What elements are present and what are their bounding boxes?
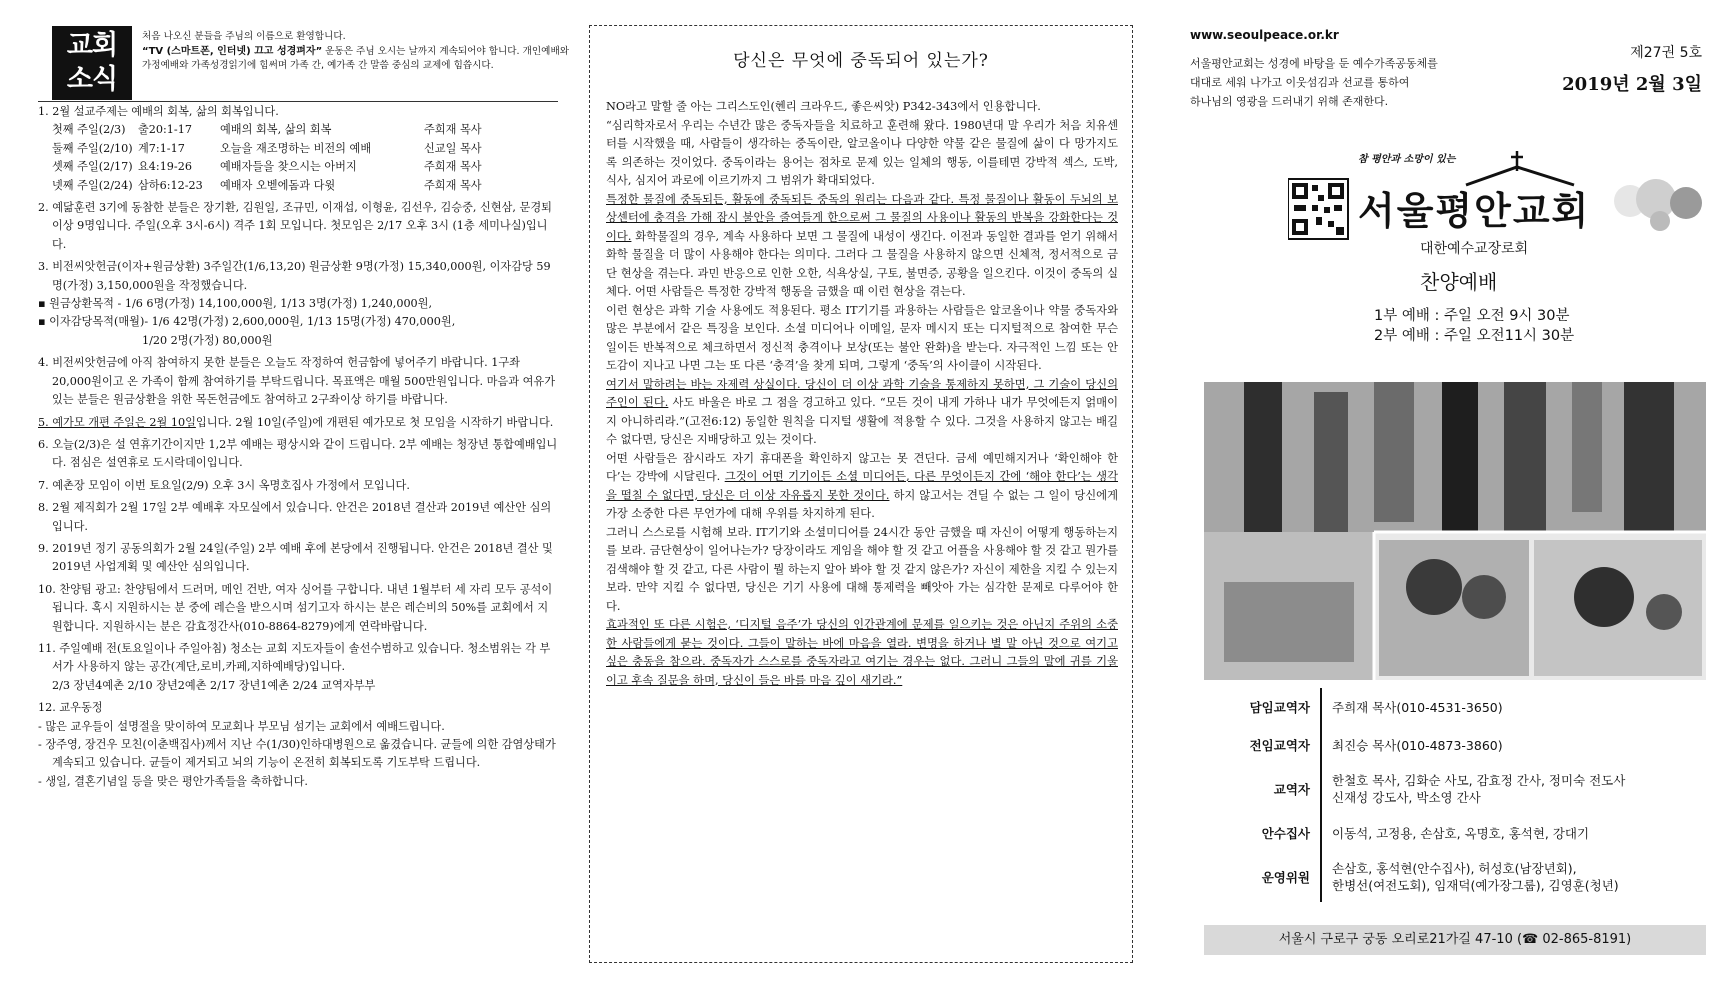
notice-3: 3. 비전씨앗헌금(이자+원금상환) 3주일간(1/6,13,20) 원금상환 9명(가정) 15,340,000원, 이자감당 59명(가정) 3,150,000원을 작정했습니다. ▪ 원금상환목적 - 1/6 6명(가정) 14,100,000원, 1/13 3명(가정) 1,240,000원, ▪ 이자감당목적(매월)- 1/6 42명(가정) 2,600,000원, 1/13 15명(가정) 470,000원, 1/20 2명(가정) 80,000원 bbox=[38, 260, 551, 347]
service-times: 1부 예배 : 주일 오전 9시 30분 2부 예배 : 주일 오전11시 30분 bbox=[1374, 308, 1575, 344]
photo-collage-image bbox=[1204, 382, 1706, 680]
church-address: 서울시 구로구 궁동 오리로21가길 47-10 (☎ 02-865-8191) bbox=[1204, 925, 1706, 955]
notice-11: 11. 주일예배 전(토요일이나 주일아침) 청소는 교회 지도자들이 솔선수범하고 있습니다. 청소범위는 각 부서가 사용하지 않는 공간(계단,로비,카페,지하예배당)입니다. 2/3 장년4예촌 2/10 장년2예촌 2/17 장년1예촌 2/24 교역자부부 bbox=[38, 641, 551, 692]
denomination: 대한예수교장로회 bbox=[1420, 241, 1529, 257]
issue-number: 제27권 5호 bbox=[1630, 45, 1702, 61]
service-title: 찬양예배 bbox=[1420, 270, 1498, 294]
sermon-schedule: 첫째 주일(2/3) 출20:1-17 예배의 회복, 삶의 회복 주희재 목사 둘째 주일(2/10) 계7:1-17 오늘을 재조명하는 비전의 예배 신교일 목사 셋째 주일(2/17) 요4:19-26 예배자들을 찾으시는 아버지 주희재 목사 넷째 주일(2/24) 삼하6:12-23 예배자 오벧에돔과 다윗 주희재 목사 bbox=[52, 123, 482, 192]
staff-directory bbox=[1204, 688, 1706, 902]
notice-9: 9. 2019년 정기 공동의회가 2월 24일(주일) 2부 예배 후에 본당에서 진행됩니다. 안건은 2018년 결산 및 2019년 사업계획 및 예산안 심의입니다. bbox=[38, 541, 553, 574]
notice-5: 5. 예가모 개편 주일은 2월 10일입니다. 2월 10일(주일)에 개편된 예가모로 첫 모임을 시작하기 바랍니다. bbox=[38, 415, 554, 429]
website-link[interactable]: www.seoulpeace.or.kr bbox=[1190, 28, 1339, 42]
church-slogan: 참 평안과 소망이 있는 bbox=[1358, 154, 1456, 165]
notice-6: 6. 오늘(2/3)은 설 연휴기간이지만 1,2부 예배는 평상시와 같이 드립니다. 2부 예배는 청장년 통합예배입니다. 점심은 설연휴로 도시락데이입니다. bbox=[38, 437, 558, 470]
staff-row: 안수집사 이동석, 고정용, 손삼호, 옥명호, 홍석현, 강대기 bbox=[1204, 814, 1706, 852]
notice-7: 7. 예촌장 모임이 이번 토요일(2/9) 오후 3시 옥명호집사 가정에서 모입니다. bbox=[38, 478, 410, 492]
staff-row: 담임교역자 주희재 목사(010-4531-3650) bbox=[1204, 688, 1706, 726]
staff-row: 교역자 한철호 목사, 김화순 사모, 감효정 간사, 정미숙 전도사 신재성 강도사, 박소영 간사 bbox=[1204, 764, 1706, 814]
article-body: NO라고 말할 줄 아는 그리스도인(헨리 크라우드, 좋은씨앗) P342-343에서 인용합니다. “심리학자로서 우리는 수년간 많은 중독자들을 치료하고 훈련해 왔다. 1980년대 말 우리가 처음 치유센터를 시작했을 때, 사람들이 생각하는 중독이란, 알코올이나 다양한 약물 같은 물질에 삶이 다 망가지도록 의존하는 것이었다. 중독이라는 용어는 점차로 문제 있는 일체의 행동, 이를테면 강박적 섹스, 도박, 식사, 심지어 과로에 이르기까지 그 범위가 확대되었다. 특정한 물질에 중독되든, 활동에 중독되든 중독의 원리는 다음과 같다. 특정 물질이나 활동이 두뇌의 보상센터에 충격을 가해 잠시 불안을 줄여들게 한으로써 그 물질의 사용이나 활동의 반복을 강화한다는 것이다. 화학물질의 경우, 계속 사용하다 보면 그 물질에 내성이 생긴다. 이전과 동일한 결과를 얻기 위해서 화학 물질을 더 많이 사용해야 한다는 의미다. 그러다 그 물질을 사용하지 않으면 신체적, 정서적으로 금단 현상을 겪는다. 과민 반응으로 인한 오한, 식욕상실, 구토, 불면증, 공황을 일으킨다. 이것이 중독의 실체다. 어떤 사람들은 특정한 강박적 행동을 금했을 때 이런 현상을 겪는다. 이런 현상은 과학 기술 사용에도 적용된다. 평소 IT기기를 과용하는 사람들은 알코올이나 약물 중독자와 많은 부분에서 같은 특징을 보인다. 소셜 미디어나 이메일, 문자 메시지 또는 디지털적으로 참여한 무슨 일이든 반복적으로 체크하면서 정신적 충격이나 보상(또는 불안 완화)을 받는다. 자극적인 느낌 또는 안도감이 지나고 나면 그는 또 다른 ‘충격’을 찾게 되며, 그렇게 ‘중독’의 사이클이 시작된다. 여기서 말하려는 바는 자제력 상실이다. 당신이 더 이상 과학 기술을 통제하지 못하면, 그 기술이 당신의 주인이 된다. 사도 바울은 바로 그 점을 경고하고 있다. “모든 것이 내게 가하나 내가 무엇에든지 얽매이지 아니하리라.”(고전6:12) 동일한 원칙을 디지털 생활에 적용할 수 있다. 그것을 사용하지 않고는 배길 수 없다면, 당신은 지배당하고 있는 것이다. 어떤 사람들은 잠시라도 자기 휴대폰을 확인하지 않고는 못 견딘다. 금세 예민해지거나 ‘확인해야 한다’는 강박에 시달린다. 그것이 어떤 기기이든 소셜 미디어든, 다른 무엇이든지 간에 ‘해야 한다’는 생각을 떨칠 수 없다면, 당신은 더 이상 자유롭지 못한 것이다. 하지 않고서는 견딜 수 없는 그 일이 당신에게 가장 소중한 다른 무언가에 대해 우위를 차지하게 된다. 그러니 스스로를 시험해 보라. IT기기와 소셜미디어를 24시간 동안 금했을 때 자신이 어떻게 행동하는지를 보라. 금단현상이 일어나는가? 당장이라도 게임을 해야 할 것 같고 어플을 사용해야 할 것 같고 뭔가를 검색해야 할 것 같고, 다른 사람이 뭘 하는지 알아 봐야 할 것 같지 않은가? 자신이 제한을 지킬 수 있는지 보라. 만약 지킬 수 없다면, 당신은 기기 사용에 대해 통제력을 빼앗아 가는 심각한 문제로 다루어야 한다. 효과적인 또 다른 시험은, ‘디지털 음주’가 당신의 인간관계에 문제를 일으키는 것은 아닌지 주위의 소중한 사람들에게 묻는 것이다. 그들이 말하는 바에 마음을 열라. 변명을 하거나 별 말 아닌 것으로 여기고 싶은 충동을 참으라. 중독자가 스스로를 중독자라고 여기는 경우는 없다. 그러니 그들의 말에 귀를 기울이고 후속 질문을 하며, 당신이 들은 바를 마음 깊이 새기라.” bbox=[606, 100, 1119, 687]
notice-8: 8. 2월 제직회가 2월 17일 2부 예배후 자모실에서 있습니다. 안건은 2018년 결산과 2019년 예산안 심의입니다. bbox=[38, 501, 552, 533]
article-title: 당신은 무엇에 중독되어 있는가? bbox=[733, 51, 989, 71]
mission-statement: 서울평안교회는 성경에 바탕을 둔 예수가족공동체를 대대로 세워 나가고 이웃섬김과 선교를 통하여 하나님의 영광을 드러내기 위해 존재한다. bbox=[1190, 57, 1438, 108]
staff-row: 전임교역자 최진승 목사(010-4873-3860) bbox=[1204, 726, 1706, 764]
staff-row: 운영위원 손삼호, 홍석현(안수집사), 허성호(남장년회), 한병선(여전도회), 임재덕(예가장그룹), 김영훈(청년) bbox=[1204, 852, 1706, 902]
welcome-text: 처음 나오신 분들을 주님의 이름으로 환영합니다. “TV (스마트폰, 인터넷) 끄고 성경펴자” 운동은 주님 오시는 날까지 계속되어야 합니다. 개인예배와 가정예배와 가족성경읽기에 힘써며 가족 간, 예가족 간 말씀 중심의 교제에 힘씁시다. bbox=[142, 31, 569, 71]
divider bbox=[38, 101, 558, 102]
church-news-column bbox=[38, 0, 569, 992]
issue-date: 2019년 2월 3일 bbox=[1562, 74, 1702, 95]
notice-10: 10. 찬양팀 광고: 찬양팀에서 드러머, 메인 건반, 여자 싱어를 구합니다. 내년 1월부터 세 자리 모두 공석이 됩니다. 혹시 지원하시는 분 중에 레슨을 받으시며 섬기고자 하시는 분은 레슨비의 50%를 교회에서 지원합니다. 지원하시는 분은 감효정간사(010-8864-8279)에게 연락바랍니다. bbox=[38, 582, 553, 633]
notice-list bbox=[38, 103, 558, 795]
notice-4: 4. 비전씨앗헌금에 아직 참여하지 못한 분들은 오늘도 작정하여 헌금함에 넣어주기 바랍니다. 1구좌 20,000원이고 온 가족이 함께 참여하기를 부탁드립니다. 목표액은 매월 500만원입니다. 마음과 여유가 있는 분들은 원금상환을 위한 목돈헌금에도 참여하고 2구좌이상 하기를 바랍니다. bbox=[38, 356, 556, 407]
notice-2: 2. 예닮훈련 3기에 동참한 분들은 장기환, 김원일, 조규민, 이재섭, 이형윤, 김선우, 김승중, 신현삼, 문경퇴 이상 9명입니다. 주일(오후 3시-6시) 격주 1회 모입니다. 첫모임은 2/17 오후 3시 (1층 세미나실)입니다. bbox=[38, 201, 552, 251]
worship-photo bbox=[1204, 382, 1706, 680]
notice-12: 12. 교우동정 - 많은 교우들이 설명절을 맞이하여 모교회나 부모님 섬기는 교회에서 예배드립니다. - 장주영, 장건우 모친(이춘백집사)께서 지난 수(1/30)인하대병원으로 옮겼습니다. 균들에 의한 감염상태가 계속되고 있습니다. 균들이 제거되고 뇌의 기능이 온전히 회복되도록 기도부탁 드립니다. - 생일, 결혼기념일 등을 맞은 평안가족들을 축하합니다. bbox=[38, 701, 556, 788]
notice-1: 1. 2월 설교주제는 예배의 회복, 삶의 회복입니다. 첫째 주일(2/3) 출20:1-17 예배의 회복, 삶의 회복 주희재 목사 둘째 주일(2/10) 계7:1-17 오늘을 재조명하는 비전의 예배 신교일 목사 셋째 주일(2/17) 요4:19-26 예배자들을 찾으시는 아버지 주희재 목사 넷째 주일(2/24) 삼하6:12-23 예배자 오벧에돔과 다윗 주희재 목사 bbox=[38, 103, 558, 195]
article-box bbox=[589, 25, 1133, 963]
masthead-column bbox=[1190, 0, 1710, 992]
church-name: 서울평안교회 bbox=[1358, 189, 1591, 233]
church-news-badge: 교회 소식 bbox=[52, 26, 132, 100]
